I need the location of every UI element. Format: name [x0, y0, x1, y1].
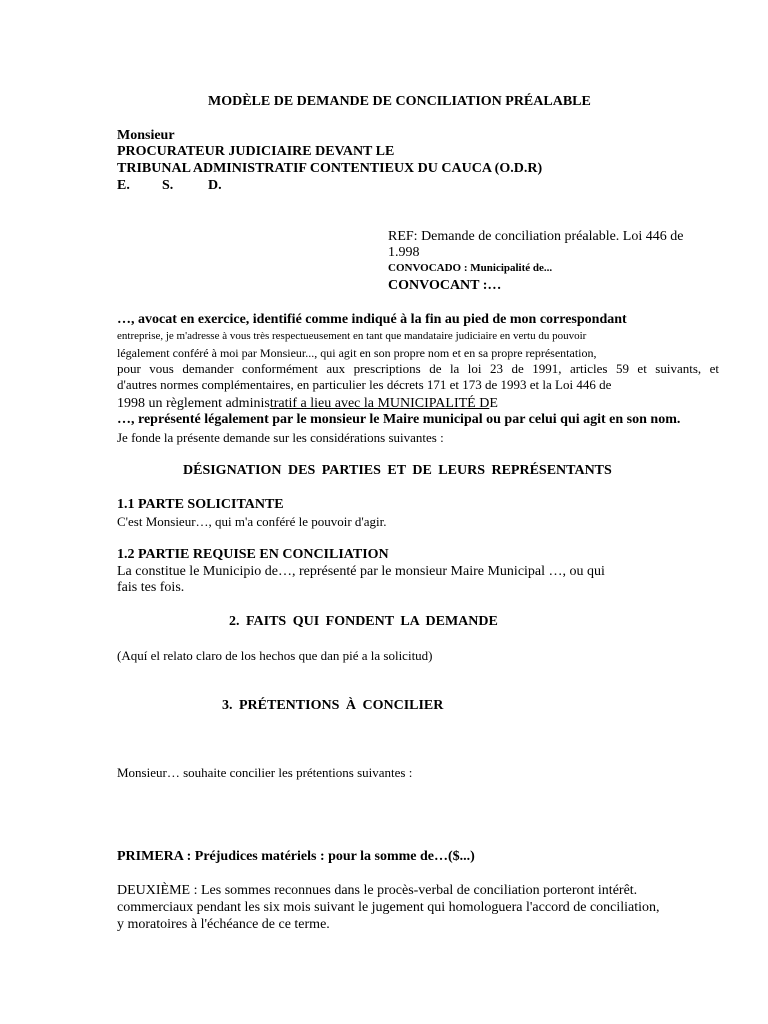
partie-requise-line-1: La constitue le Municipio de…, représenté par le monsieur Maire Municipal …, ou qui: [117, 564, 605, 579]
ref-line-2: 1.998: [388, 245, 420, 260]
ref-convocado: CONVOCADO : Municipalité de...: [388, 262, 553, 274]
ref-line-1: REF: Demande de conciliation préalable. Loi 446 de: [388, 229, 684, 244]
document-title: MODÈLE DE DEMANDE DE CONCILIATION PRÉALABLE: [208, 94, 591, 109]
intro-line-6-start: 1998 un règlement adminis: [117, 396, 270, 411]
intro-line-8: Je fonde la présente demande sur les considérations suivantes :: [117, 430, 444, 445]
intro-line-5: d'autres normes complémentaires, en particulier les décrets 171 et 173 de 1993 et la Loi 446 de: [117, 377, 612, 392]
addressee-esd-d: D.: [208, 178, 222, 193]
intro-line-2: entreprise, je m'adresse à vous très respectueusement en tant que mandataire judiciaire en vertu du pouvoir: [117, 330, 587, 342]
parte-solicitante-text: C'est Monsieur…, qui m'a conféré le pouvoir d'agir.: [117, 514, 387, 529]
addressee-line-2: TRIBUNAL ADMINISTRATIF CONTENTIEUX DU CAUCA (O.D.R): [117, 161, 543, 176]
claims-heading: 3. PRÉTENTIONS À CONCILIER: [222, 698, 444, 713]
claims-intro: Monsieur… souhaite concilier les prétentions suivantes :: [117, 765, 413, 780]
intro-line-7: …, représenté légalement par le monsieur le Maire municipal ou par celui qui agit en son nom.: [117, 412, 681, 427]
facts-text: (Aquí el relato claro de los hechos que dan pié a la solicitud): [117, 648, 433, 663]
intro-line-6-underlined: tratif a lieu avec la MUNICIPALITÉ D: [269, 396, 490, 411]
claim-primera: PRIMERA : Préjudices matériels : pour la somme de…($...): [117, 849, 475, 864]
addressee-salutation: Monsieur: [117, 128, 175, 143]
partie-requise-line-2: fais tes fois.: [117, 580, 185, 595]
intro-line-3: légalement conféré à moi par Monsieur..., qui agit en son propre nom et en sa propre représentation,: [117, 346, 597, 360]
intro-line-4: pour vous demander conformément aux prescriptions de la loi 23 de 1991, articles 59 et suivants, et: [117, 361, 719, 376]
intro-line-1: …, avocat en exercice, identifié comme indiqué à la fin au pied de mon correspondant: [117, 312, 627, 327]
intro-line-6: [117, 396, 498, 412]
facts-heading: 2. FAITS QUI FONDENT LA DEMANDE: [229, 614, 498, 629]
partie-requise-heading: 1.2 PARTIE REQUISE EN CONCILIATION: [117, 547, 389, 562]
addressee-esd-s: S.: [162, 178, 174, 193]
claim-deuxieme-line-1: DEUXIÈME : Les sommes reconnues dans le procès-verbal de conciliation porteront intérêt.: [117, 883, 638, 898]
intro-line-6-end: E: [489, 396, 498, 411]
addressee-line-1: PROCURATEUR JUDICIAIRE DEVANT LE: [117, 144, 395, 159]
claim-deuxieme-line-3: y moratoires à l'échéance de ce terme.: [117, 917, 330, 932]
ref-convocant: CONVOCANT :…: [388, 278, 502, 293]
parties-heading: DÉSIGNATION DES PARTIES ET DE LEURS REPRÉSENTANTS: [183, 463, 612, 478]
parte-solicitante-heading: 1.1 PARTE SOLICITANTE: [117, 497, 284, 512]
claim-deuxieme-line-2: commerciaux pendant les six mois suivant le jugement qui homologuera l'accord de conciliation,: [117, 900, 660, 915]
addressee-esd-e: E.: [117, 178, 130, 193]
